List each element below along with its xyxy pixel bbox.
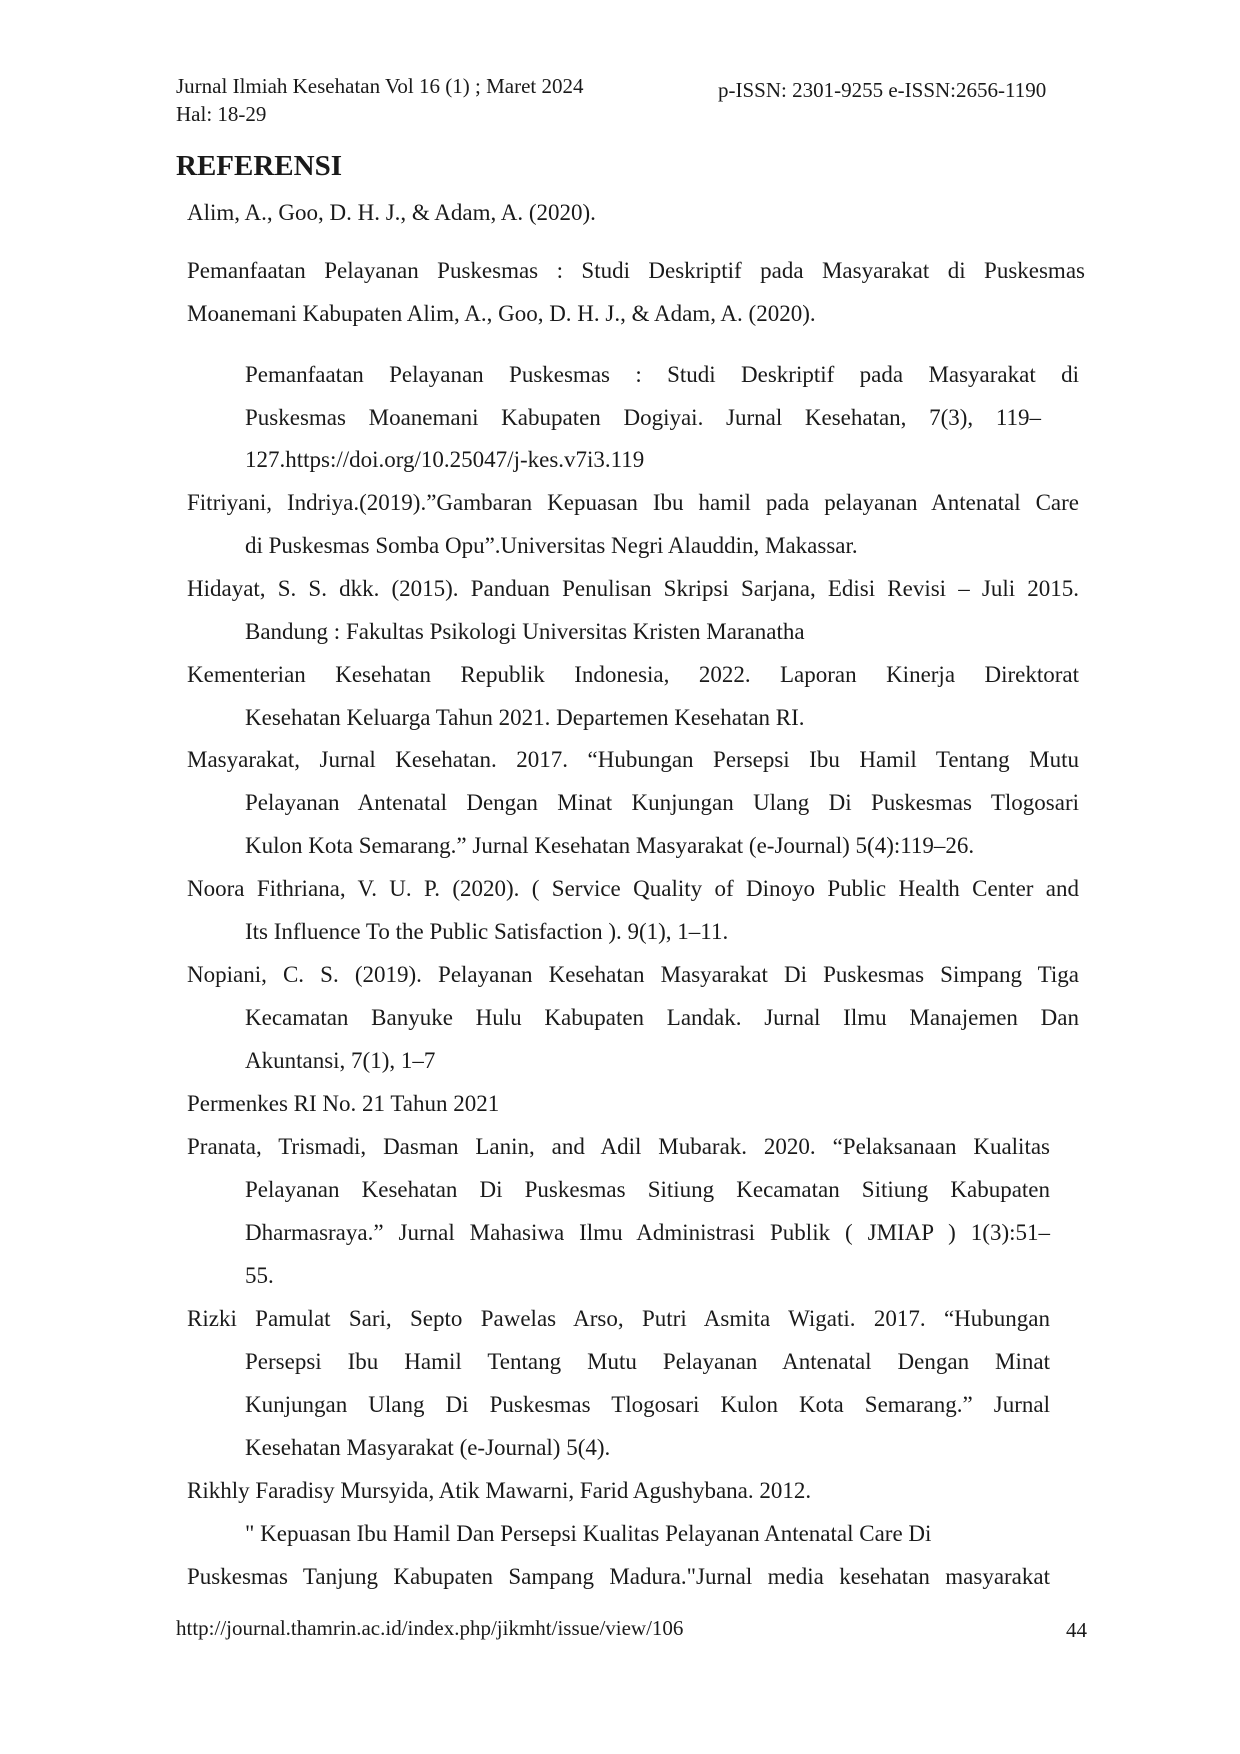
reference-line: Kesehatan Keluarga Tahun 2021. Departemen Kesehatan RI.	[245, 705, 805, 730]
page-number: 44	[1066, 1618, 1087, 1642]
reference-line: Fitriyani, Indriya.(2019).”Gambaran Kepuasan Ibu hamil pada pelayanan Antenatal Care	[187, 490, 1079, 515]
reference-line: Rikhly Faradisy Mursyida, Atik Mawarni, Farid Agushybana. 2012.	[187, 1478, 812, 1503]
section-title: REFERENSI	[176, 150, 342, 182]
reference-line: Pelayanan Antenatal Dengan Minat Kunjungan Ulang Di Puskesmas Tlogosari	[245, 790, 1079, 815]
reference-line: Masyarakat, Jurnal Kesehatan. 2017. “Hubungan Persepsi Ibu Hamil Tentang Mutu	[187, 747, 1079, 772]
reference-line: Permenkes RI No. 21 Tahun 2021	[187, 1091, 500, 1116]
reference-line: di Puskesmas Somba Opu”.Universitas Negri Alauddin, Makassar.	[245, 533, 858, 558]
reference-line: Pelayanan Kesehatan Di Puskesmas Sitiung Kecamatan Sitiung Kabupaten	[245, 1177, 1050, 1202]
reference-line: Nopiani, C. S. (2019). Pelayanan Kesehatan Masyarakat Di Puskesmas Simpang Tiga	[187, 962, 1079, 987]
reference-line: Hidayat, S. S. dkk. (2015). Panduan Penulisan Skripsi Sarjana, Edisi Revisi – Juli 2015.	[187, 576, 1079, 601]
reference-line: Kecamatan Banyuke Hulu Kabupaten Landak. Jurnal Ilmu Manajemen Dan	[245, 1005, 1079, 1030]
reference-line: Bandung : Fakultas Psikologi Universitas Kristen Maranatha	[245, 619, 805, 644]
reference-line: Kementerian Kesehatan Republik Indonesia, 2022. Laporan Kinerja Direktorat	[187, 662, 1079, 687]
reference-line: Pranata, Trismadi, Dasman Lanin, and Adil Mubarak. 2020. “Pelaksanaan Kualitas	[187, 1134, 1050, 1159]
page-range: Hal: 18-29	[176, 102, 267, 126]
reference-line: Kulon Kota Semarang.” Jurnal Kesehatan Masyarakat (e-Journal) 5(4):119–26.	[245, 833, 975, 858]
reference-line: 127.https://doi.org/10.25047/j-kes.v7i3.119	[245, 447, 645, 472]
reference-line: Pemanfaatan Pelayanan Puskesmas : Studi Deskriptif pada Masyarakat di	[245, 362, 1079, 387]
reference-line: Dharmasraya.” Jurnal Mahasiwa Ilmu Administrasi Publik ( JMIAP ) 1(3):51–	[245, 1220, 1050, 1245]
reference-line: " Kepuasan Ibu Hamil Dan Persepsi Kualitas Pelayanan Antenatal Care Di	[245, 1521, 932, 1546]
journal-citation: Jurnal Ilmiah Kesehatan Vol 16 (1) ; Maret 2024	[176, 74, 584, 98]
reference-line: Akuntansi, 7(1), 1–7	[245, 1048, 436, 1073]
reference-line: Rizki Pamulat Sari, Septo Pawelas Arso, Putri Asmita Wigati. 2017. “Hubungan	[187, 1306, 1050, 1331]
reference-line: Alim, A., Goo, D. H. J., & Adam, A. (2020).	[187, 200, 596, 225]
reference-line: Moanemani Kabupaten Alim, A., Goo, D. H. J., & Adam, A. (2020).	[187, 301, 816, 326]
reference-line: 55.	[245, 1263, 274, 1288]
reference-line: Persepsi Ibu Hamil Tentang Mutu Pelayanan Antenatal Dengan Minat	[245, 1349, 1050, 1374]
reference-line: Kesehatan Masyarakat (e-Journal) 5(4).	[245, 1435, 611, 1460]
reference-line: Puskesmas Moanemani Kabupaten Dogiyai. Jurnal Kesehatan, 7(3), 119–	[245, 405, 1041, 430]
reference-line: Puskesmas Tanjung Kabupaten Sampang Madura."Jurnal media kesehatan masyarakat	[187, 1564, 1050, 1589]
reference-line: Its Influence To the Public Satisfaction ). 9(1), 1–11.	[245, 919, 729, 944]
reference-line: Pemanfaatan Pelayanan Puskesmas : Studi Deskriptif pada Masyarakat di Puskesmas	[187, 258, 1085, 283]
issn-info: p-ISSN: 2301-9255 e-ISSN:2656-1190	[718, 78, 1047, 102]
reference-line: Noora Fithriana, V. U. P. (2020). ( Service Quality of Dinoyo Public Health Center and	[187, 876, 1079, 901]
footer-url: http://journal.thamrin.ac.id/index.php/jikmht/issue/view/106	[176, 1616, 684, 1640]
running-header	[176, 72, 583, 128]
reference-line: Kunjungan Ulang Di Puskesmas Tlogosari Kulon Kota Semarang.” Jurnal	[245, 1392, 1050, 1417]
